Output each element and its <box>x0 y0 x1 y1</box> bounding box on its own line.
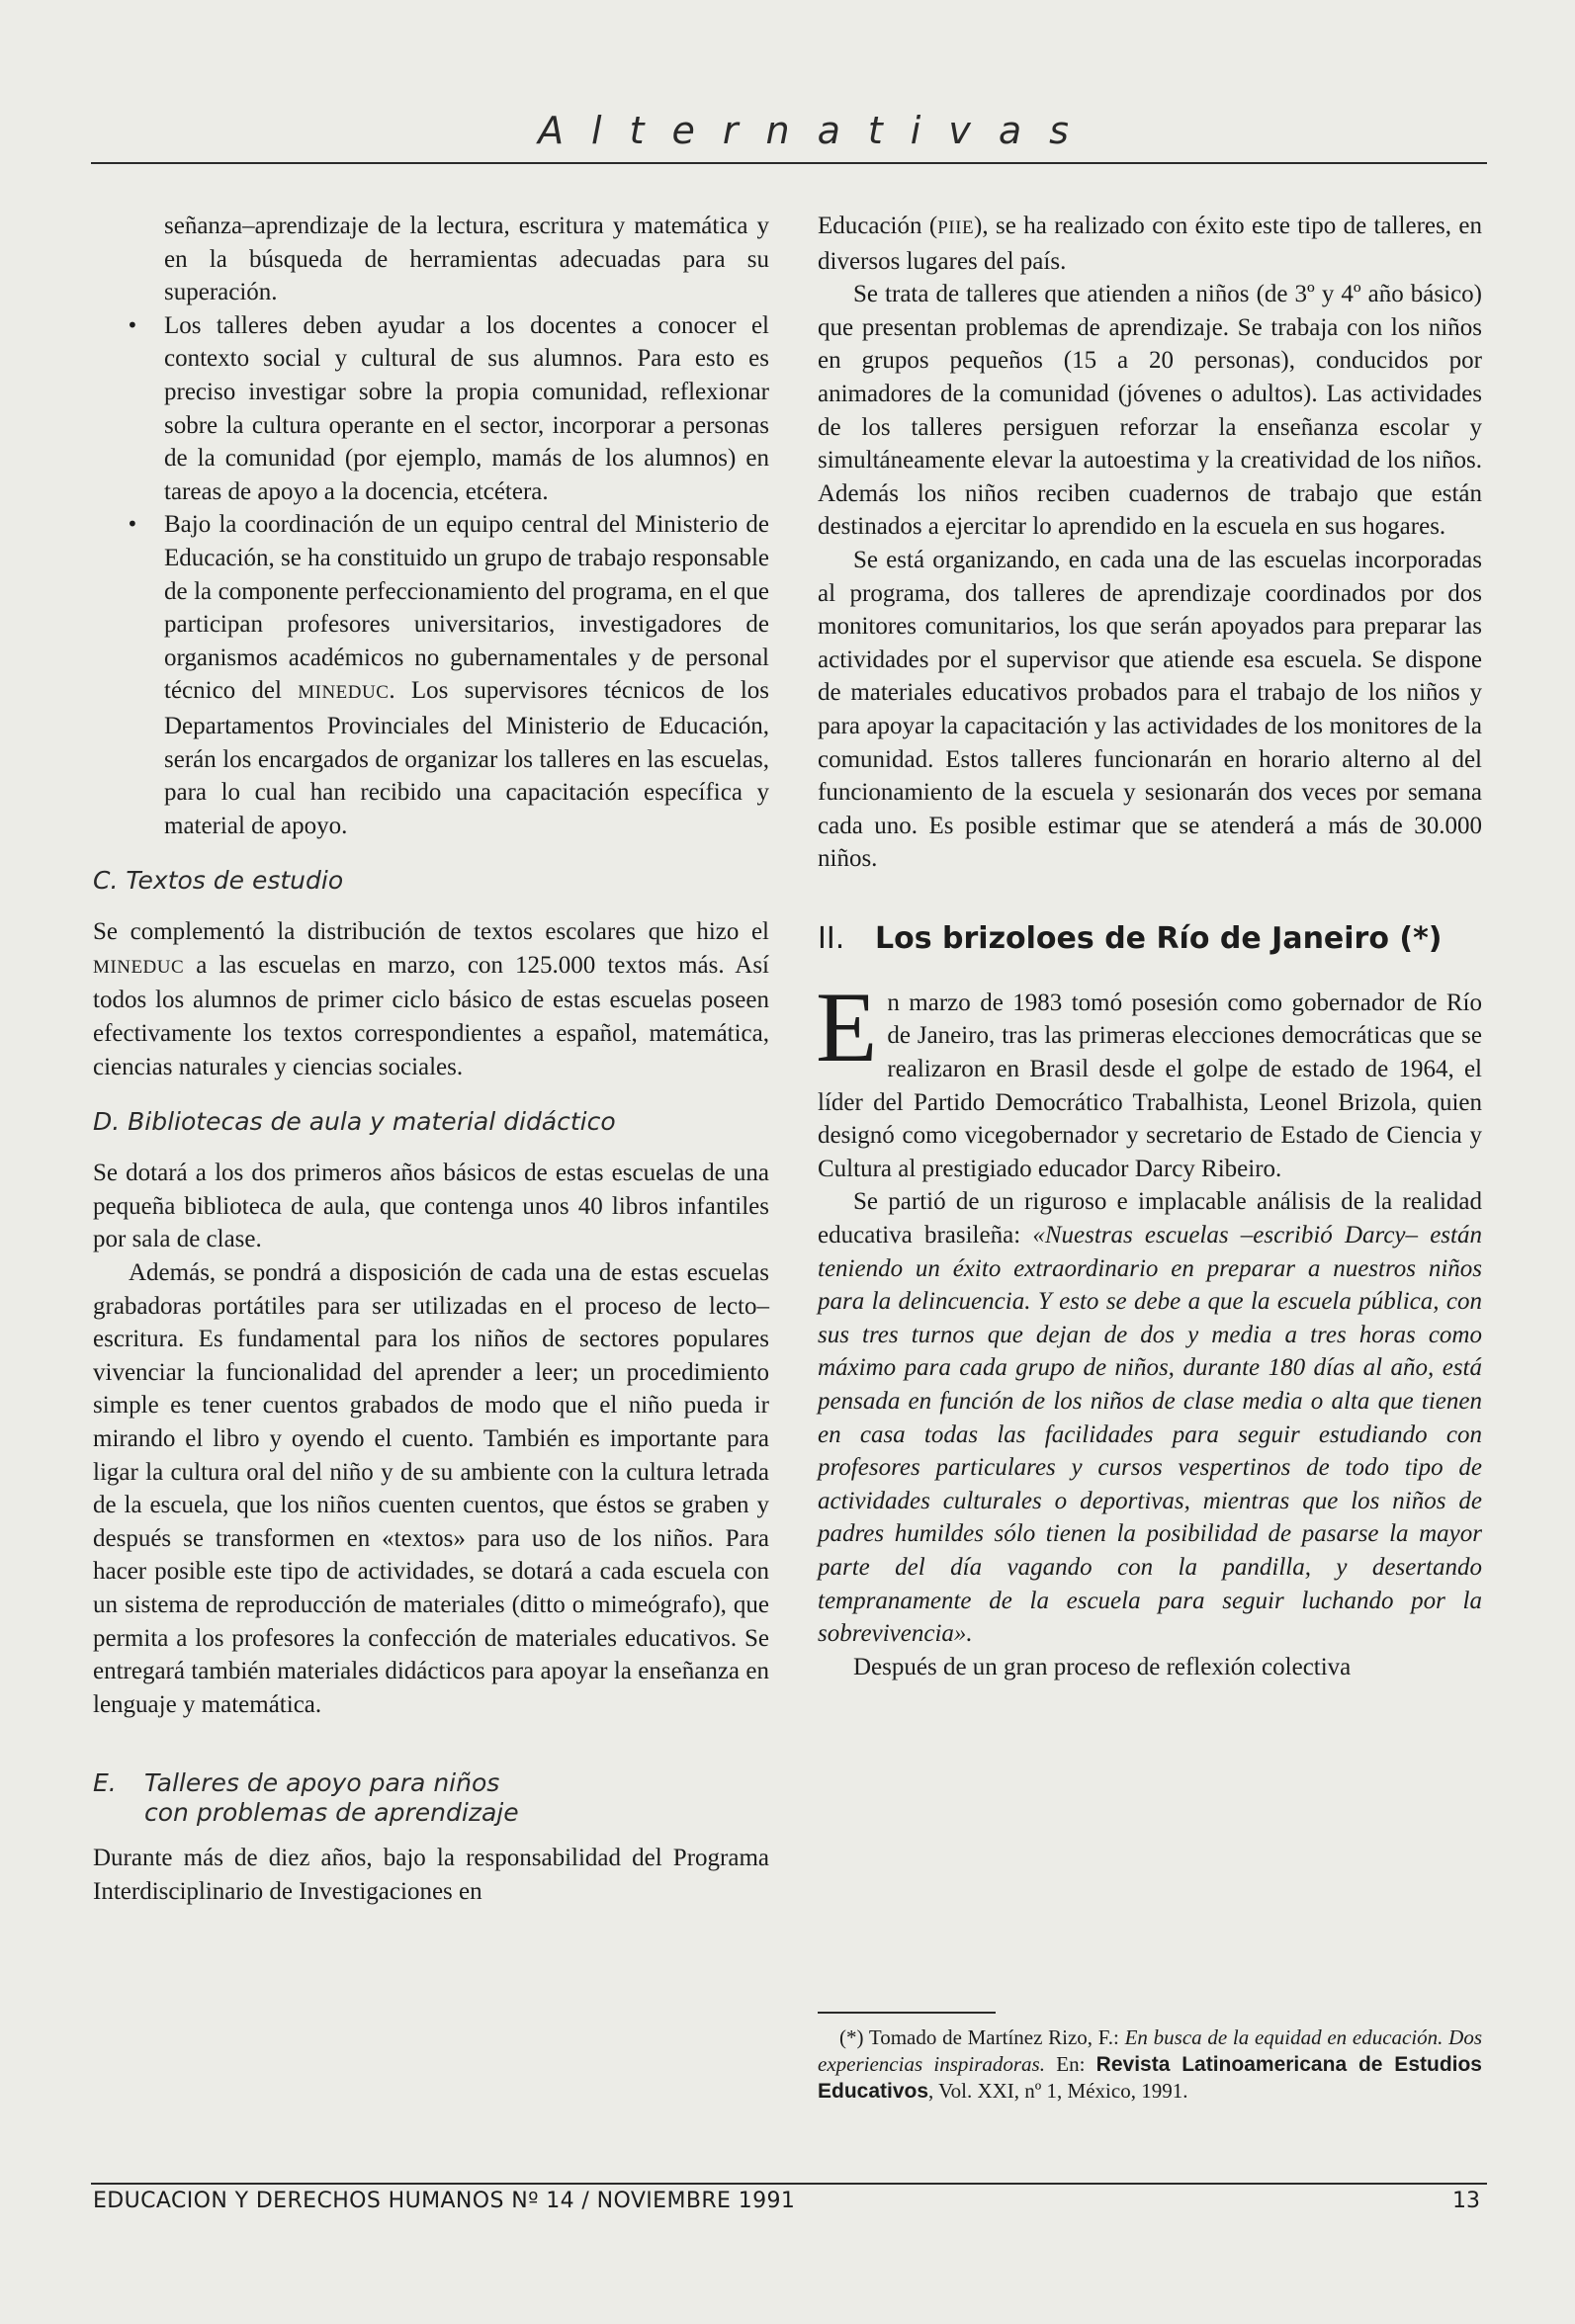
bullet-text: Bajo la coordinación de un equipo central del Ministerio de Educación, se ha constituido un grupo de trabajo responsable de la componente perfeccionamiento del programa, en el que participan profesores universitarios, investigadores de organismos académicos no gubernamentales y de personal técnico del <box>164 511 769 705</box>
paragraph: Durante más de diez años, bajo la responsabilidad del Programa Interdisciplinario de Investigaciones en <box>93 1845 769 1905</box>
drop-cap: E <box>816 971 878 1083</box>
paragraph: Se trata de talleres que atienden a niños (de 3º y 4º año básico) que presentan problemas de aprendizaje. Se trabaja con los niños en grupos pequeños (15 a 20 personas), conducidos por animadores de la comunidad (jóvenes o adultos). Las actividades de los talleres persiguen reforzar la enseñanza escolar y simultáneamente elevar la autoestima y la creatividad de los niños. Además los niños reciben cuadernos de trabajo que están destinados a ejercitar lo aprendido en la escuela en sus hogares. <box>818 281 1482 541</box>
footnote-part: , Vol. XXI, nº 1, México, 1991. <box>928 2079 1188 2103</box>
footnote-mark: (*) <box>839 2025 864 2049</box>
footnote-rule <box>818 2012 996 2014</box>
abbreviation: MINEDUC <box>93 956 185 978</box>
subheading-e <box>93 1768 769 1828</box>
paragraph <box>818 210 1482 278</box>
footer-publication: EDUCACION Y DERECHOS HUMANOS Nº 14 / NOVIEMBRE 1991 <box>93 2189 796 2213</box>
footer-rule <box>91 2183 1487 2185</box>
paragraph: Después de un gran proceso de reflexión colectiva <box>853 1653 1352 1680</box>
header-rule <box>91 162 1487 164</box>
paragraph <box>816 971 1482 1186</box>
paragraph-text: Se complementó la distribución de textos escolares que hizo el <box>93 918 769 946</box>
abbreviation: PIIE <box>937 217 975 238</box>
paragraph-text: ), se ha realizado con éxito este tipo de talleres, en diversos lugares del país. <box>818 213 1482 275</box>
paragraph <box>818 1185 1482 1650</box>
subheading-letter: E. <box>93 1768 117 1798</box>
paragraph-text: Educación ( <box>818 213 938 239</box>
footnote-journal: Revista Latinoamericana de Estudios Educativos <box>818 2053 1482 2103</box>
section-title: Los brizoloes de Río de Janeiro (*) <box>875 920 1443 956</box>
footnote-title: En busca de la equidad en educación. Dos experiencias inspiradoras. <box>818 2025 1482 2076</box>
section-number: II. <box>818 920 845 956</box>
paragraph-text: n marzo de 1983 tomó posesión como gobernador de Río de Janeiro, tras las primeras elecciones democráticas que se realizaron en Brasil desde el golpe de estado de 1964, el líder del Partido Democrático Trabalhista, Leonel Brizola, quien designó como vicegobernador y secretario de Estado de Ciencia y Cultura al prestigiado educador Darcy Ribeiro. <box>818 989 1482 1182</box>
footnote-text <box>818 2024 1482 2105</box>
paragraph: Se dotará a los dos primeros años básicos de estas escuelas de una pequeña biblioteca de aula, que contenga unos 40 libros infantiles por sala de clase. <box>93 1160 769 1253</box>
subheading-c: C. Textos de estudio <box>93 866 344 896</box>
footnote <box>818 2024 1482 2105</box>
running-header: Alternativas <box>538 109 1096 152</box>
paragraph <box>93 915 769 1083</box>
footnote-part: En: <box>1044 2052 1096 2076</box>
bullet-text: . Los supervisores técnicos de los Departamentos Provinciales del Ministerio de Educación, serán los encargados de organizar los talleres en las escuelas, para lo cual han recibido una capacitación específica y material de apoyo. <box>164 677 770 839</box>
list-item <box>93 508 769 842</box>
subheading-line: Talleres de apoyo para niños <box>144 1768 500 1798</box>
left-column <box>93 210 769 1909</box>
bullet-text: Los talleres deben ayudar a los docentes a conocer el contexto social y cultural de sus alumnos. Para esto es preciso investigar sobre la propia comunidad, reflexionar sobre la cultura operante en el sector, incorporar a personas de la comunidad (por ejemplo, mamás de los alumnos) en tareas de apoyo a la docencia, etcétera. <box>164 311 769 505</box>
quotation: «Nuestras escuelas –escribió Darcy– están teniendo un éxito extraordinario en preparar a nuestros niños para la delincuencia. Y esto se debe a que la escuela pública, con sus tres turnos que dejan de dos y media a tres horas como máximo para cada grupo de niños, durante 180 días al año, está pensada en función de los niños de clase media o alta que tienen en casa todas las facilidades para seguir estudiando con profesores particulares y cursos vespertinos de todo tipo de actividades culturales o deportivas, mientras que los niños de padres humildes sólo tienen la posibilidad de pasarse la mayor parte del día vagando con la pandilla, y desertando tempranamente de la escuela para seguir luchando por la sobrevivencia». <box>818 1222 1482 1648</box>
bullet-icon: • <box>127 312 138 337</box>
paragraph-text: a las escuelas en marzo, con 125.000 textos más. Así todos los alumnos de primer ciclo básico de estas escuelas poseen efectivamente los textos correspondientes a español, matemática, ciencias naturales y ciencias sociales. <box>93 951 769 1080</box>
bullet-icon: • <box>127 512 138 537</box>
subheading-line: con problemas de aprendizaje <box>144 1798 519 1828</box>
abbreviation: MINEDUC <box>298 682 390 704</box>
bullet-list <box>93 309 769 843</box>
section-body <box>816 971 1482 1683</box>
page-number: 13 <box>1452 2189 1480 2213</box>
paragraph: Además, se pondrá a disposición de cada una de estas escuelas grabadoras portátiles para ser utilizadas en el proceso de lecto–escritura. Es fundamental para los niños de sectores populares vivenciar la funcionalidad del aprender a leer; un procedimiento simple es tener cuentos grabados de modo que el niño pueda ir mirando el libro y oyendo el cuento. También es importante para ligar la cultura oral del niño y de su ambiente con la cultura letrada de la escuela, que los niños cuenten cuentos, que éstos se graben y después se transformen en «textos» para uso de los niños. Para hacer posible este tipo de actividades, se dotará a cada escuela con un sistema de reproducción de materiales (ditto o mimeógrafo), que permita a los profesores la confección de materiales educativos. Se entregará también materiales didácticos para apoyar la enseñanza en lenguaje y matemática. <box>93 1259 769 1718</box>
subheading-d: D. Bibliotecas de aula y material didáctico <box>93 1107 616 1137</box>
list-item <box>93 309 769 509</box>
right-column <box>818 210 1482 1683</box>
footnote-part: Tomado de Martínez Rizo, F.: <box>863 2025 1125 2049</box>
paragraph: Se está organizando, en cada una de las escuelas incorporadas al programa, dos talleres de aprendizaje coordinados por dos monitores comunitarios, los que serán apoyados para preparar las actividades por el supervisor que atiende esa escuela. Se dispone de materiales educativos probados para el trabajo de los niños y para apoyar la capacitación y las actividades de los monitores de la comunidad. Estos talleres funcionarán en horario alterno al del funcionamiento de la escuela y sesionarán dos veces por semana cada uno. Es posible estimar que se atenderá a más de 30.000 niños. <box>818 546 1482 873</box>
subheading-lines <box>144 1768 769 1828</box>
paragraph-text: Se partió de un riguroso e implacable análisis de la realidad educativa brasileña: <box>818 1188 1482 1249</box>
section-heading <box>818 921 1482 957</box>
paragraph-continuation: señanza–aprendizaje de la lectura, escritura y matemática y en la búsqueda de herramientas adecuadas para su superación. <box>164 213 769 306</box>
